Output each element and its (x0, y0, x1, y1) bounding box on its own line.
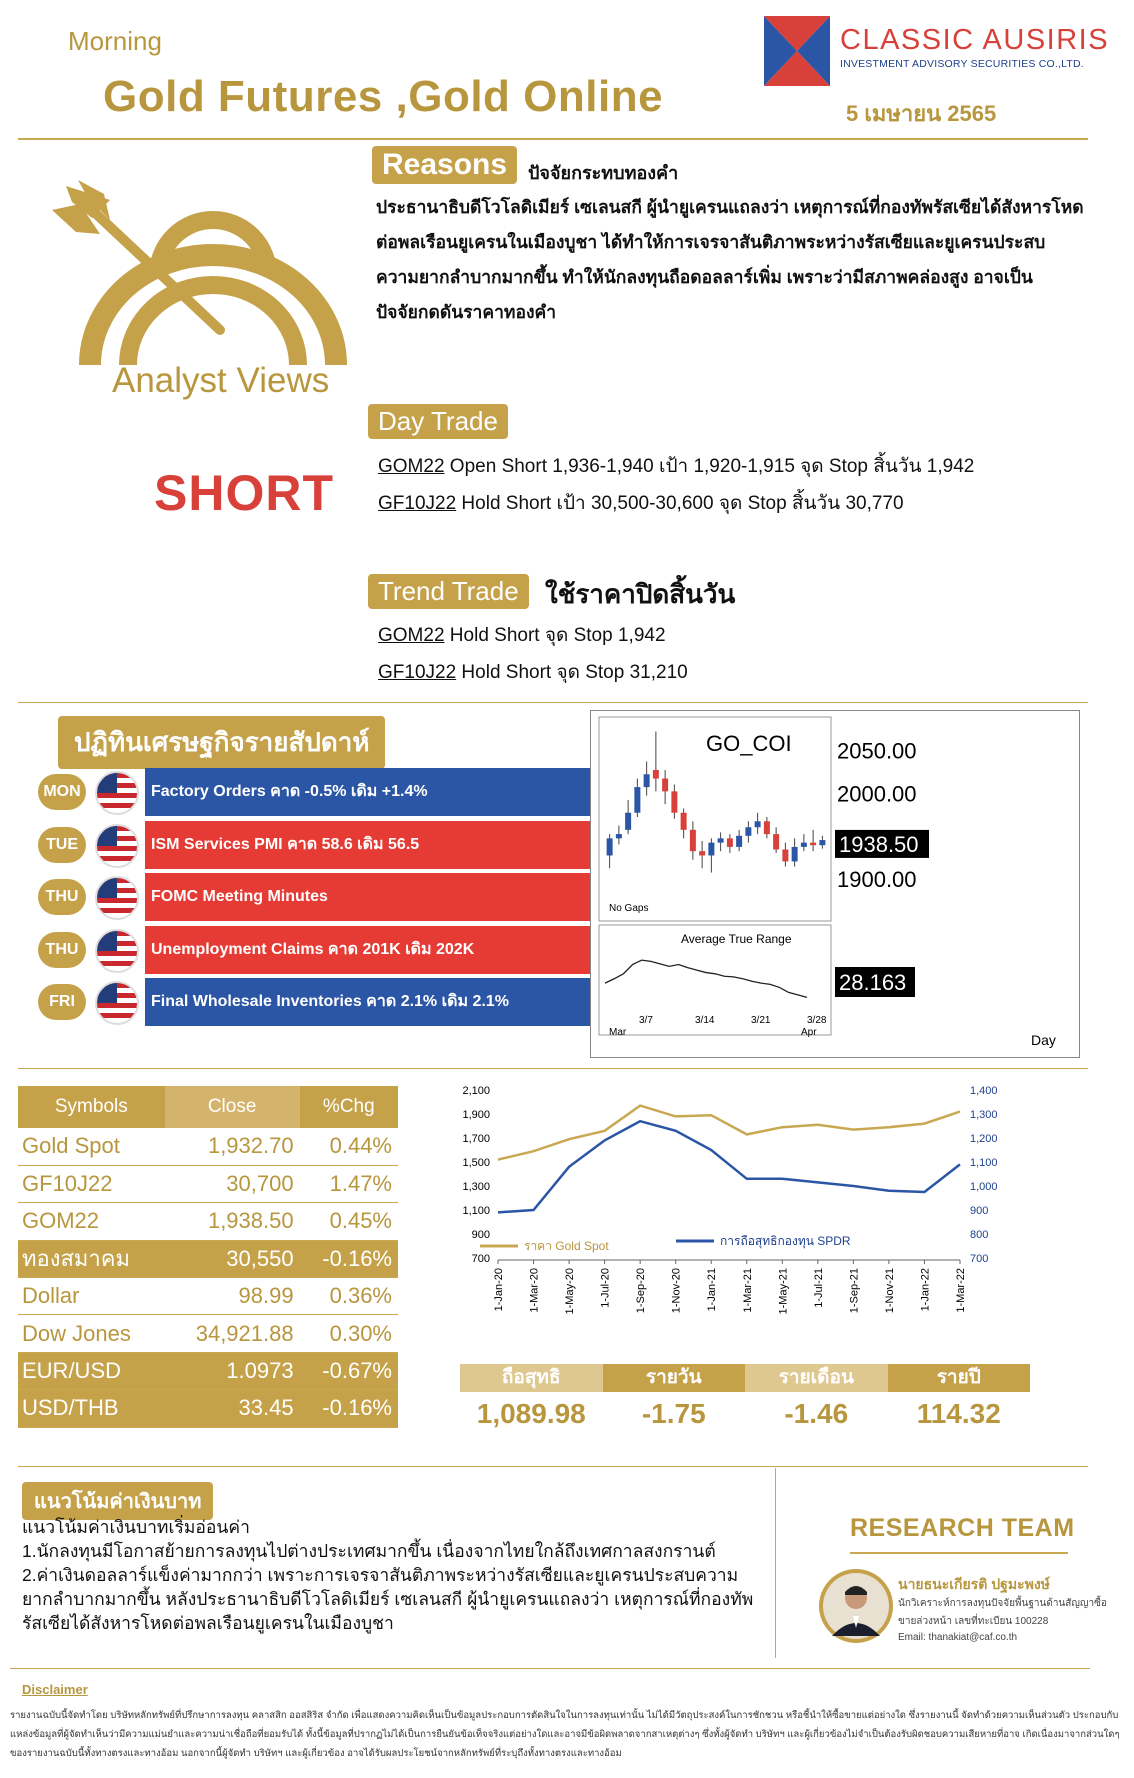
team-underline (850, 1552, 1068, 1554)
close-cell: 30,550 (165, 1240, 300, 1277)
candle-body (810, 843, 816, 846)
chg-cell: -0.67% (300, 1352, 398, 1389)
x-month-label: Apr (801, 1027, 817, 1038)
legend-label: การถือสุทธิกองทุน SPDR (720, 1234, 851, 1248)
x-tick-label: 1-Mar-22 (955, 1268, 967, 1313)
us-flag-icon (95, 876, 139, 920)
col-header: %Chg (300, 1086, 398, 1128)
day-trade-tag: Day Trade (368, 404, 508, 439)
candle-body (616, 834, 622, 838)
section-divider (18, 1466, 1088, 1467)
chg-cell: 1.47% (300, 1165, 398, 1202)
candle-body (671, 791, 677, 812)
baht-line: 1.นักลงทุนมีโอกาสย้ายการลงทุนไปต่างประเทศมากขึ้น เนื่องจากไทยใกล้ถึงเทศกาลสงกรานต์ (22, 1541, 716, 1561)
us-flag-icon (95, 981, 139, 1025)
analyst-email: Email: thanakiat@caf.co.th (898, 1632, 1018, 1643)
analyst-license: ขายล่วงหน้า เลขที่ทะเบียน 100228 (898, 1616, 1049, 1627)
close-cell: 1,932.70 (165, 1128, 300, 1165)
candle-body (819, 840, 825, 845)
y-tick-label: 1900.00 (837, 866, 917, 892)
chg-cell: 0.44% (300, 1128, 398, 1165)
series-line (498, 1121, 960, 1212)
reason-line: ประธานาธิบดีโวโลดิเมียร์ เซเลนสกี ผู้นำยูเครนแถลงว่า เหตุการณ์ที่กองทัพรัสเซียได้สังหารโหด (376, 197, 1084, 217)
close-cell: 33.45 (165, 1390, 300, 1427)
close-cell: 1.0973 (165, 1352, 300, 1389)
candle-body (708, 843, 714, 856)
header-divider (18, 138, 1088, 140)
x-tick-label: 3/21 (751, 1015, 771, 1026)
candle-body (699, 851, 705, 855)
calendar-event (38, 926, 590, 974)
y-left-tick: 900 (471, 1229, 490, 1241)
chg-cell: -0.16% (300, 1390, 398, 1427)
day-trade-row (378, 488, 904, 518)
baht-line: 2.ค่าเงินดอลลาร์แข็งค่ามากกว่า เพราะการเจรจาสันติภาพระหว่างรัสเซียและยูเครนประสบความ (22, 1565, 739, 1585)
y-right-tick: 1,300 (970, 1109, 998, 1121)
symbol-cell: Gold Spot (18, 1128, 165, 1165)
x-tick-label: 1-May-20 (564, 1268, 577, 1315)
gold-spdr-chart (440, 1078, 1040, 1358)
target-arrow-icon (52, 180, 352, 370)
trade-symbol: GF10J22 (378, 493, 457, 514)
candle-body (764, 821, 770, 834)
holdings-col-header: รายวัน (603, 1364, 746, 1392)
chg-cell: 0.30% (300, 1315, 398, 1352)
x-tick-label: 1-Jul-20 (599, 1268, 612, 1308)
analyst-role: นักวิเคราะห์การลงทุนปัจจัยพื้นฐานด้านสัญญาซื้อ (898, 1598, 1107, 1609)
table-row (18, 1240, 398, 1277)
trade-text: Hold Short จุด Stop 1,942 (444, 625, 666, 646)
disclaimer-text: รายงานฉบับนี้จัดทำโดย บริษัทหลักทรัพย์ที่ปรึกษาการลงทุน คลาสสิก ออสสิริส จำกัด เพื่อแสดงความคิดเห็นเป็นข้อมูลประกอบการตัดสินใจในการลงทุนเท่านั้น ไม่ได้มีวัตถุประสงค์ในการชักชวน หรือชี้นำให้ซื้อขายแต่อย่างใด ซึ่งรายงานนี้ จัดทำด้วยความเห็นส่วนตัว ประกอบกับแหล่งข้อมูลที่ผู้จัดทำเห็นว่ามีความแม่นยำและความน่าเชื่อถือที่ยอมรับได้ ทั้งนี้ข้อมูลที่ปรากฏไม่ได้เป็นการยืนยันข้อเท็จจริงแต่อย่างใดและอาจมีข้อผิดพลาดจากสาเหตุต่างๆ ซึ่งทั้งผู้จัดทำ บริษัทฯ และผู้เกี่ยวข้องไม่จำเป็นต้องรับผิดชอบความเสียหายที่อาจ เกิดเนื่องมาจากส่วนใดๆของรายงานฉบับนี้ทั้งทางตรงและทางอ้อม นอกจากนี้ผู้จัดทำ บริษัทฯ และผู้เกี่ยวข้อง อาจได้รับผลประโยชน์จากหลักทรัพย์ที่ระบุถึงทั้งทางตรงและทางอ้อม (10, 1710, 1120, 1759)
section-divider (18, 702, 1088, 703)
close-cell: 98.99 (165, 1278, 300, 1315)
holdings-values (460, 1398, 1030, 1430)
series-line (498, 1106, 960, 1160)
x-tick-label: 1-Jan-21 (706, 1268, 719, 1312)
candle-body (792, 847, 798, 862)
reasons-heading: ปัจจัยกระทบทองคำ (528, 163, 679, 183)
table-row (18, 1203, 398, 1240)
x-tick-label: 1-Nov-21 (883, 1268, 896, 1314)
event-text: ISM Services PMI คาด 58.6 เดิม 56.5 (145, 821, 591, 869)
last-price-label: 1938.50 (839, 831, 919, 857)
baht-outlook-tag: แนวโน้มค่าเงินบาท (22, 1482, 213, 1520)
event-text: FOMC Meeting Minutes (145, 873, 591, 921)
candle-body (727, 838, 733, 847)
x-tick-label: 3/28 (807, 1015, 827, 1026)
table-row (18, 1128, 398, 1165)
holdings-col-header: รายปี (888, 1364, 1031, 1392)
us-flag-icon (95, 929, 139, 973)
edition-label: Morning (68, 26, 162, 56)
event-day: THU (38, 879, 86, 915)
symbol-cell: EUR/USD (18, 1352, 165, 1389)
x-tick-label: 1-Jul-21 (812, 1268, 825, 1308)
x-tick-label: 1-Nov-20 (670, 1268, 683, 1314)
reason-line: ปัจจัยกดดันราคาทองคำ (376, 302, 557, 322)
symbol-cell: GF10J22 (18, 1165, 165, 1202)
trade-symbol: GOM22 (378, 456, 445, 477)
day-trade-row (378, 451, 974, 481)
table-row (18, 1390, 398, 1427)
candle-body (644, 774, 650, 787)
chart-title: GO_COI (706, 731, 792, 756)
symbol-cell: Dollar (18, 1278, 165, 1315)
trade-symbol: GF10J22 (378, 662, 457, 683)
x-month-label: Mar (609, 1027, 627, 1038)
holdings-value: 114.32 (916, 1398, 1001, 1429)
symbols-table (18, 1086, 398, 1428)
trade-signal: SHORT (154, 465, 334, 521)
no-gaps-label: No Gaps (609, 903, 649, 914)
y-right-tick: 800 (970, 1229, 989, 1241)
holdings-value: -1.46 (784, 1398, 849, 1429)
event-day: MON (38, 774, 86, 810)
reason-line: ความยากลำบากมากขึ้น ทำให้นักลงทุนถือดอลลาร์เพิ่ม เพราะว่ามีสภาพคล่องสูง อาจเป็น (376, 267, 1033, 287)
close-cell: 34,921.88 (165, 1315, 300, 1352)
symbol-cell: Dow Jones (18, 1315, 165, 1352)
research-team-title: RESEARCH TEAM (850, 1514, 1075, 1542)
table-row (18, 1315, 398, 1352)
brand-subtitle: INVESTMENT ADVISORY SECURITIES CO.,LTD. (840, 58, 1084, 70)
trend-trade-row (378, 657, 688, 687)
page-title: Gold Futures ,Gold Online (103, 72, 664, 121)
calendar-event (38, 768, 590, 816)
candle-body (755, 821, 761, 827)
y-tick-label: 2050.00 (837, 738, 917, 764)
col-header: Close (165, 1086, 300, 1128)
calendar-event (38, 821, 590, 869)
event-text: Unemployment Claims คาด 201K เดิม 202K (145, 926, 591, 974)
baht-line: ยากลำบากมากขึ้น หลังประธานาธิบดีโวโลดิเมียร์ เซเลนสกี ผู้นำยูเครนแถลงว่า เหตุการณ์ที่กองทัพ (22, 1589, 754, 1609)
brand-logo (764, 16, 830, 86)
trade-symbol: GOM22 (378, 625, 445, 646)
candle-body (625, 813, 631, 830)
analyst-views-label: Analyst Views (112, 361, 330, 400)
atr-value-label: 28.163 (839, 970, 907, 995)
col-header: Symbols (18, 1086, 165, 1128)
x-tick-label: 1-Jan-20 (493, 1268, 505, 1312)
close-cell: 1,938.50 (165, 1203, 300, 1240)
event-day: TUE (38, 827, 86, 863)
event-text: Factory Orders คาด -0.5% เดิม +1.4% (145, 768, 591, 816)
period-label: Day (1031, 1032, 1056, 1048)
baht-line: รัสเซียได้สังหารโหดต่อพลเรือนยูเครนในเมืองบูชา (22, 1613, 394, 1633)
x-tick-label: 1-Mar-20 (528, 1268, 541, 1313)
chg-cell: 0.36% (300, 1278, 398, 1315)
calendar-event (38, 978, 590, 1026)
table-row (18, 1352, 398, 1389)
candle-body (782, 849, 788, 861)
y-right-tick: 700 (970, 1253, 989, 1265)
holdings-col-header: รายเดือน (745, 1364, 888, 1392)
trade-text: Hold Short จุด Stop 31,210 (456, 662, 688, 683)
y-left-tick: 2,100 (462, 1085, 490, 1097)
x-tick-label: 3/7 (639, 1015, 653, 1026)
y-right-tick: 1,400 (970, 1085, 998, 1097)
table-row (18, 1278, 398, 1315)
y-right-tick: 1,100 (970, 1157, 998, 1169)
close-cell: 30,700 (165, 1165, 300, 1202)
x-tick-label: 1-May-21 (777, 1268, 790, 1315)
event-day: FRI (38, 984, 86, 1020)
x-tick-label: 3/14 (695, 1015, 715, 1026)
footer-divider (10, 1668, 1090, 1669)
candle-body (653, 770, 659, 779)
calendar-title: ปฏิทินเศรษฐกิจรายสัปดาห์ (58, 716, 385, 769)
y-left-tick: 1,900 (462, 1109, 490, 1121)
atr-title: Average True Range (681, 932, 792, 946)
price-chart (591, 711, 1079, 1057)
x-tick-label: 1-Jan-22 (919, 1268, 932, 1312)
x-tick-label: 1-Sep-21 (848, 1268, 861, 1314)
symbol-cell: USD/THB (18, 1390, 165, 1427)
disclaimer-title: Disclaimer (22, 1682, 88, 1697)
report-date: 5 เมษายน 2565 (846, 101, 997, 126)
holdings-col-header: ถือสุทธิ (460, 1364, 603, 1392)
chg-cell: -0.16% (300, 1240, 398, 1277)
baht-line: แนวโน้มค่าเงินบาทเริ่มอ่อนค่า (22, 1517, 250, 1537)
y-right-tick: 1,000 (970, 1181, 998, 1193)
us-flag-icon (95, 771, 139, 815)
y-right-tick: 1,200 (970, 1133, 998, 1145)
trade-text: Hold Short เป้า 30,500-30,600 จุด Stop สิ้นวัน 30,770 (456, 493, 904, 514)
reason-line: ต่อพลเรือนยูเครนในเมืองบูชา ได้ทำให้การเจรจาสันติภาพระหว่างรัสเซียและยูเครนประสบ (376, 232, 1046, 252)
brand-name: CLASSIC AUSIRIS (840, 24, 1110, 56)
candle-body (801, 843, 807, 847)
event-day: THU (38, 932, 86, 968)
legend-label: ราคา Gold Spot (524, 1239, 609, 1253)
holdings-value: -1.75 (641, 1398, 706, 1429)
y-right-tick: 900 (970, 1205, 989, 1217)
y-left-tick: 1,300 (462, 1181, 490, 1193)
vertical-divider (775, 1468, 776, 1658)
y-left-tick: 1,500 (462, 1157, 490, 1169)
candle-body (634, 787, 640, 813)
y-tick-label: 2000.00 (837, 781, 917, 807)
section-divider (18, 1068, 1088, 1069)
candle-body (745, 827, 751, 836)
price-chart-panel (590, 710, 1080, 1058)
candle-body (662, 779, 668, 792)
holdings-value: 1,089.98 (476, 1398, 586, 1429)
holdings-header (460, 1364, 1030, 1392)
symbol-cell: ทองสมาคม (18, 1240, 165, 1277)
candle-body (773, 834, 779, 849)
reasons-tag: Reasons (372, 146, 517, 184)
event-text: Final Wholesale Inventories คาด 2.1% เดิม 2.1% (145, 978, 591, 1026)
y-left-tick: 700 (471, 1253, 490, 1265)
analyst-name: นายธนะเกียรติ ปฐมะพงษ์ (898, 1576, 1050, 1592)
candle-body (681, 813, 687, 830)
trend-trade-heading: ใช้ราคาปิดสิ้นวัน (545, 579, 736, 609)
candle-body (736, 836, 742, 847)
x-tick-label: 1-Sep-20 (635, 1268, 648, 1314)
candle-body (718, 838, 724, 842)
candle-body (690, 830, 696, 851)
us-flag-icon (95, 824, 139, 868)
candle-body (607, 838, 613, 855)
trend-trade-tag: Trend Trade (368, 574, 529, 609)
x-tick-label: 1-Mar-21 (741, 1268, 754, 1313)
trade-text: Open Short 1,936-1,940 เป้า 1,920-1,915 จุด Stop สิ้นวัน 1,942 (444, 456, 975, 477)
calendar-event (38, 873, 590, 921)
symbol-cell: GOM22 (18, 1203, 165, 1240)
avatar (818, 1568, 894, 1644)
y-left-tick: 1,100 (462, 1205, 490, 1217)
trend-trade-row (378, 620, 666, 650)
chg-cell: 0.45% (300, 1203, 398, 1240)
y-left-tick: 1,700 (462, 1133, 490, 1145)
table-row (18, 1165, 398, 1202)
